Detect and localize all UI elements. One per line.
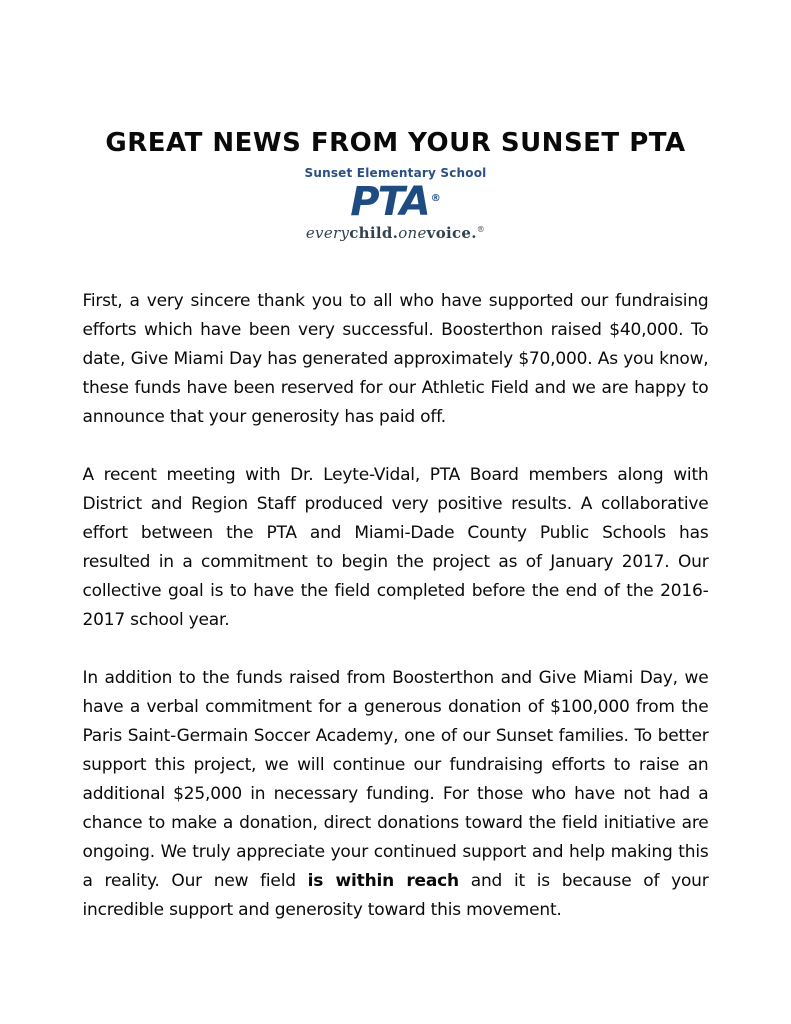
logo-school-name: Sunset Elementary School xyxy=(304,166,487,180)
registered-trademark-icon: ® xyxy=(430,192,441,204)
logo-acronym xyxy=(0,179,791,225)
paragraph-1: First, a very sincere thank you to all who have supported our fundraising efforts which have been very successful. Boosterthon raised $40,000. To date, Give Miami Day has generated approximately $70,000. As you know, these funds have been reserved for our Athletic Field and we are happy to announce that your generosity has paid off. xyxy=(82,291,709,427)
tagline-word-child: child. xyxy=(349,224,399,242)
letter-body xyxy=(83,287,709,925)
logo-acronym-text: PTA xyxy=(350,179,429,225)
page-title: GREAT NEWS FROM YOUR SUNSET PTA xyxy=(105,128,686,158)
paragraph-2: A recent meeting with Dr. Leyte-Vidal, PTA Board members along with District and Region Staff produced very positive results. A collaborative effort between the PTA and Miami-Dade County Public Schools has resulted in a commitment to begin the project as of January 2017. Our collective goal is to have the field completed before the end of the 2016-2017 school year. xyxy=(82,465,709,630)
tagline-word-one: one xyxy=(398,224,427,242)
bold-emphasis: is within reach xyxy=(307,871,459,891)
logo-tagline xyxy=(0,226,791,241)
tagline-registered-mark-icon: ® xyxy=(476,225,486,234)
paragraph-3 xyxy=(83,664,709,925)
paragraph-3-text-continued: and it is because of your incredible support and generosity toward this movement. xyxy=(82,871,709,920)
tagline-word-voice: voice. xyxy=(426,224,477,242)
paragraph-3-text: In addition to the funds raised from Boosterthon and Give Miami Day, we have a verbal commitment for a generous donation of $100,000 from the Paris Saint-Germain Soccer Academy, one of our Sunset families. To better support this project, we will continue our fundraising efforts to raise an additional $25,000 in necessary funding. For those who have not had a chance to make a donation, direct donations toward the field initiative are ongoing. We truly appreciate your continued support and help making this a reality. Our new field xyxy=(82,668,709,891)
tagline-word-every: every xyxy=(305,224,350,242)
pta-logo xyxy=(0,167,791,241)
